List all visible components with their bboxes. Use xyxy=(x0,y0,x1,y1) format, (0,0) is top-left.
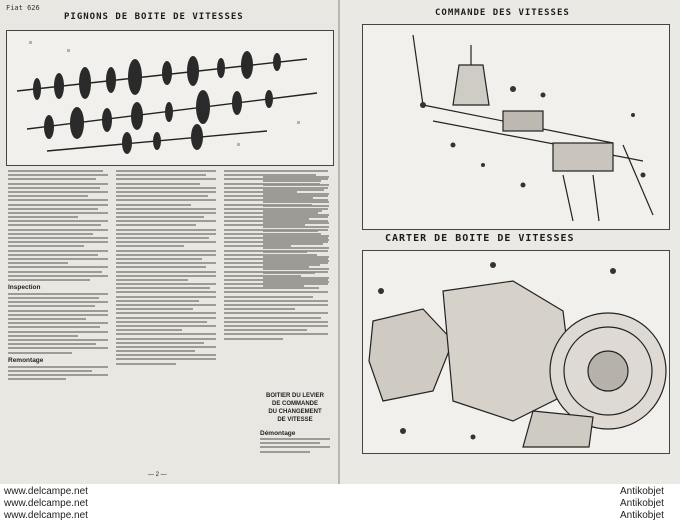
left-page-title: PIGNONS DE BOITE DE VITESSES xyxy=(64,12,244,22)
right-page xyxy=(340,0,680,484)
watermark-right-1: Antikobjet xyxy=(620,486,664,497)
gear-diagram-drawing xyxy=(7,31,333,165)
boxed-heading-line-3: DU CHANGEMENT xyxy=(268,409,322,415)
gearbox-housing-drawing xyxy=(363,251,669,453)
page-label: Fiat 626 xyxy=(6,4,40,12)
watermark-left-1: www.delcampe.net xyxy=(4,486,88,497)
page-number: — 2 — xyxy=(148,472,167,478)
left-column-2 xyxy=(116,170,216,367)
right-page-title-bottom: CARTER DE BOITE DE VITESSES xyxy=(385,233,575,244)
watermark-left-2: www.delcampe.net xyxy=(4,498,88,509)
right-text-column-1 xyxy=(263,176,329,289)
heading-inspection: Inspection xyxy=(8,283,41,291)
boxed-heading-line-2: DE COMMANDE xyxy=(272,401,318,407)
gearbox-housing-diagram xyxy=(362,250,670,454)
right-text-column-2 xyxy=(260,438,330,455)
boxed-heading-line-1: BOITIER DU LEVIER xyxy=(265,393,324,399)
left-column-1 xyxy=(8,170,108,382)
gear-exploded-diagram xyxy=(6,30,334,166)
gear-control-drawing xyxy=(363,25,669,229)
right-page-title-top: COMMANDE DES VITESSES xyxy=(435,8,570,18)
heading-remontage: Remontage xyxy=(8,356,44,364)
watermark-right-2: Antikobjet xyxy=(620,498,664,509)
heading-demontage: Démontage xyxy=(260,430,296,437)
boxed-heading-line-4: DE VITESSE xyxy=(277,417,313,423)
boxed-heading xyxy=(255,392,335,424)
watermark-right-3: Antikobjet xyxy=(620,510,664,521)
gear-control-diagram xyxy=(362,24,670,230)
watermark-left-3: www.delcampe.net xyxy=(4,510,88,521)
